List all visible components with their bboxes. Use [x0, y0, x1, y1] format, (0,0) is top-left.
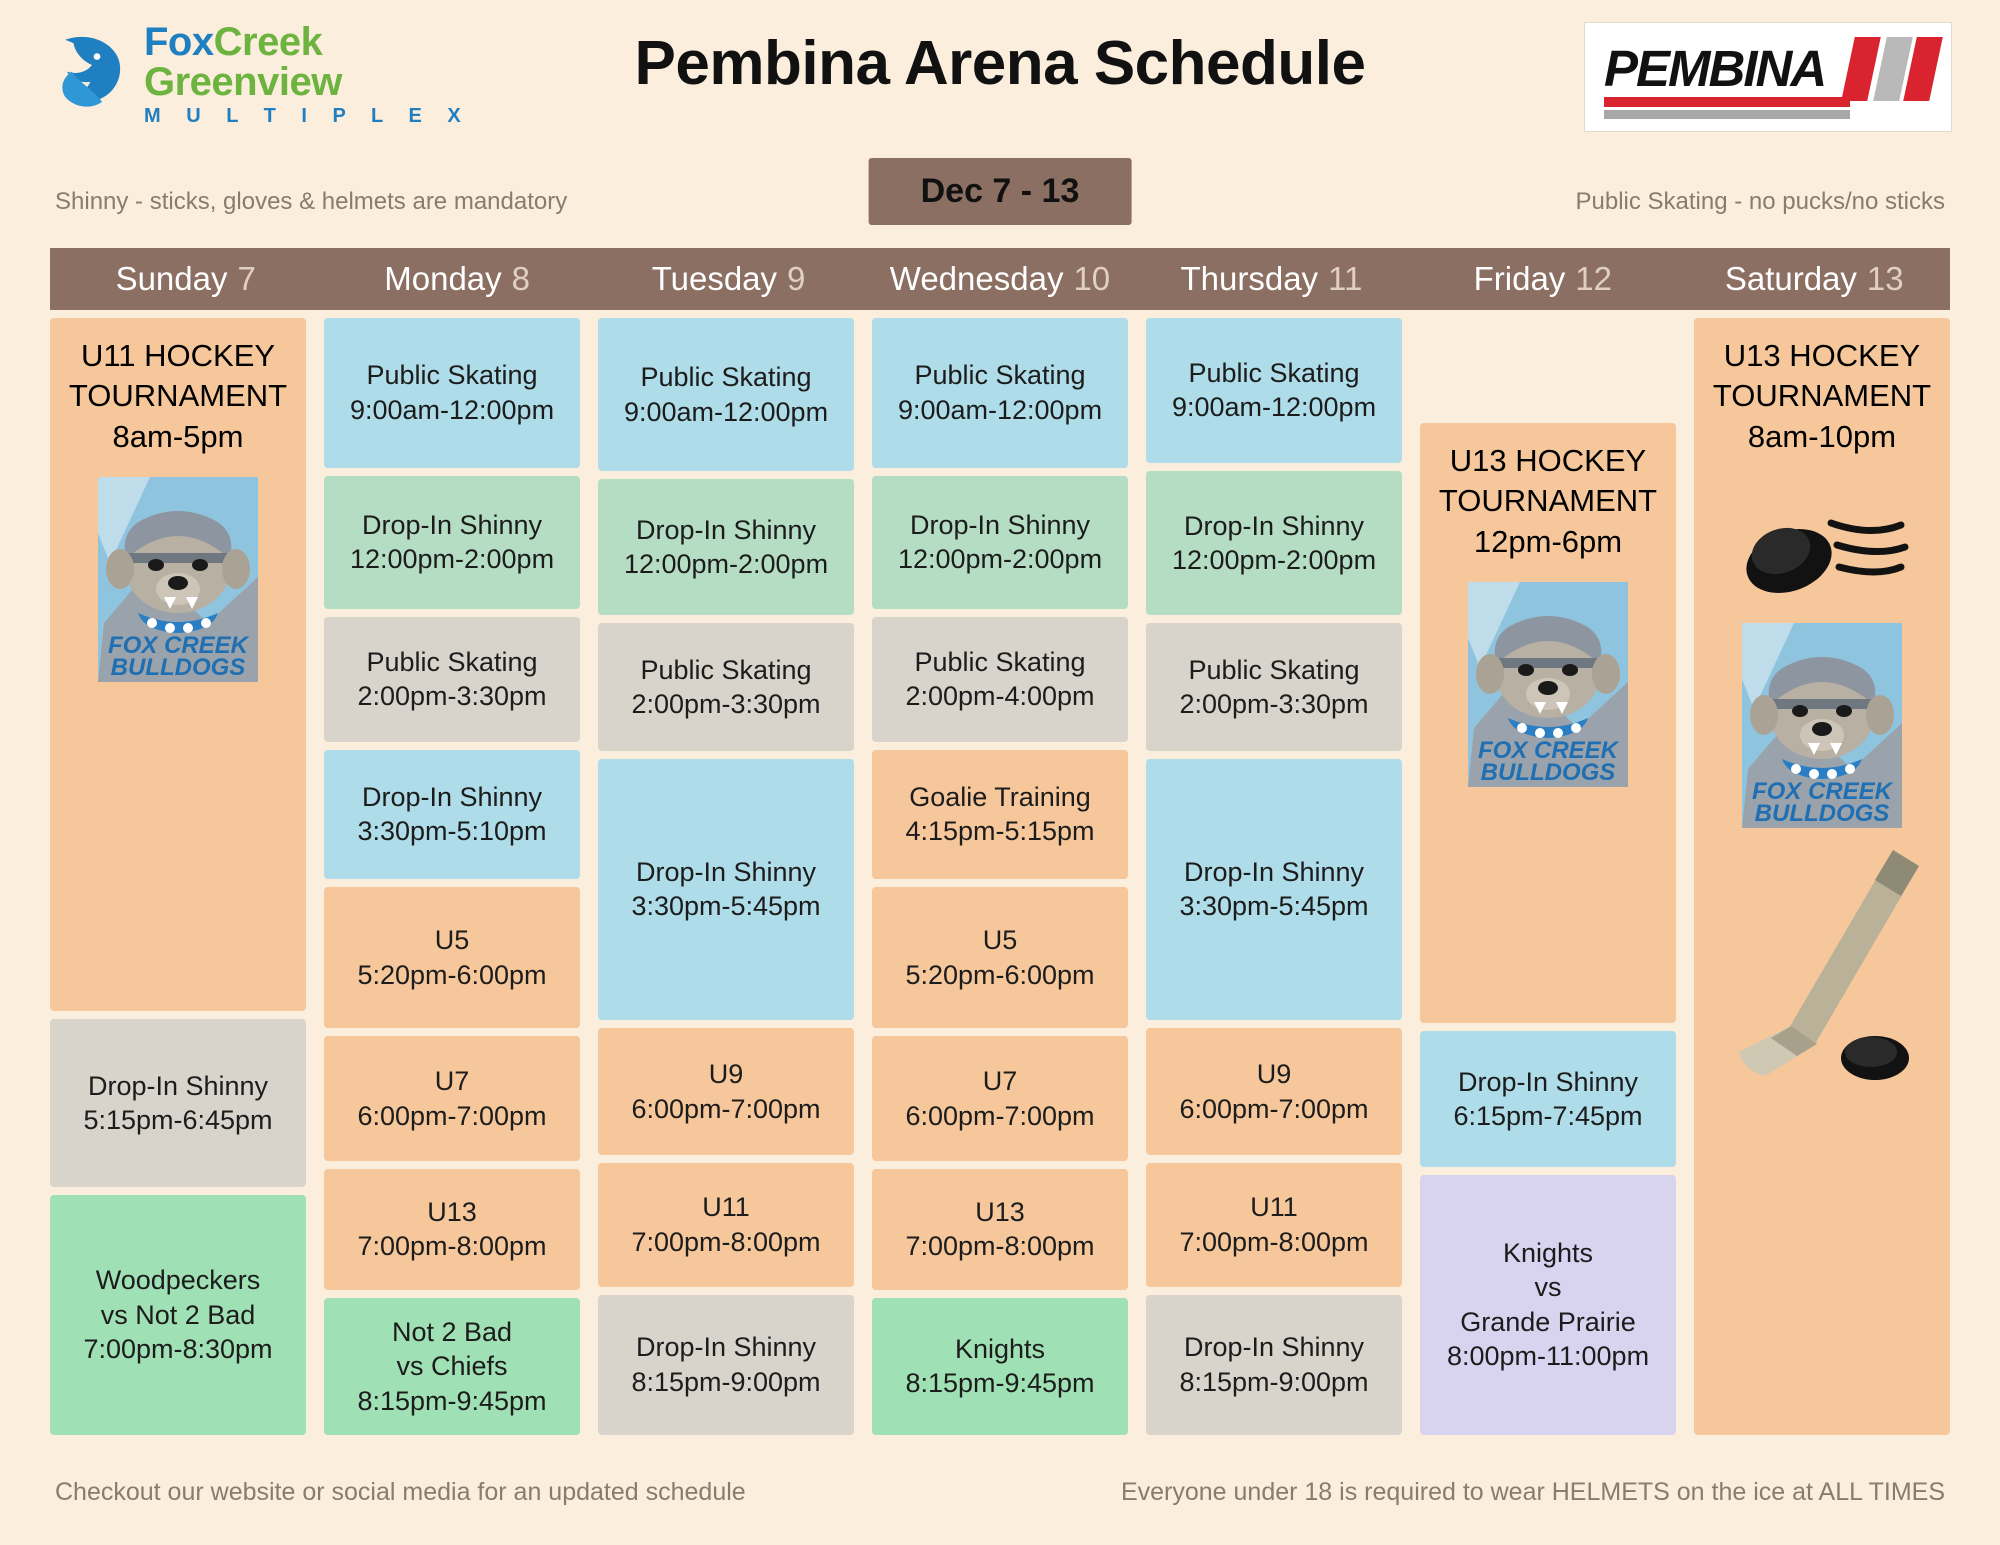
- tournament-info: [69, 336, 287, 457]
- shinny-note: Shinny - sticks, gloves & helmets are mandatory: [55, 188, 568, 215]
- event-card[interactable]: [872, 617, 1128, 742]
- event-card[interactable]: [1146, 759, 1402, 1020]
- event-title: Public Skating: [1188, 357, 1360, 388]
- logo-line-1: FoxCreek: [144, 20, 323, 64]
- day-number: 10: [1073, 260, 1111, 297]
- event-title: Drop-In Shinny: [635, 856, 817, 887]
- logo-line-3: M U L T I P L E X: [144, 105, 471, 127]
- event-title: Drop-In Shinny: [909, 509, 1091, 540]
- event-card[interactable]: [50, 1195, 306, 1435]
- event-title: Drop-In Shinny: [1457, 1066, 1639, 1097]
- flying-puck-icon: [1727, 499, 1917, 609]
- event-time: 9:00am-12:00pm: [623, 396, 829, 427]
- tournament-info: [1439, 441, 1657, 562]
- day-number: 9: [787, 260, 806, 297]
- event-title: Public Skating: [366, 646, 538, 677]
- event-title: Drop-In Shinny: [635, 1332, 817, 1363]
- event-card[interactable]: [50, 1019, 306, 1187]
- event-subtitle: vs: [1534, 1272, 1562, 1303]
- event-subtitle: Grande Prairie: [1460, 1306, 1636, 1337]
- day-name: Monday: [384, 260, 502, 297]
- event-title: Public Skating: [914, 646, 1086, 677]
- day-header-thursday: [1136, 248, 1407, 310]
- event-time: 7:00pm-8:00pm: [631, 1226, 821, 1257]
- event-card[interactable]: [872, 476, 1128, 609]
- event-card[interactable]: [324, 1036, 580, 1161]
- day-column-tuesday: [598, 318, 854, 1435]
- event-title: Goalie Training: [909, 781, 1091, 812]
- event-time: 8:15pm-9:45pm: [357, 1385, 547, 1416]
- event-title: U13: [427, 1196, 477, 1227]
- event-title: Public Skating: [914, 360, 1086, 391]
- event-card[interactable]: [598, 479, 854, 615]
- svg-text:BULLDOGS: BULLDOGS: [1754, 799, 1890, 827]
- event-time: 7:00pm-8:30pm: [83, 1334, 273, 1365]
- event-title: Drop-In Shinny: [1183, 856, 1365, 887]
- day-name: Saturday: [1724, 260, 1857, 297]
- saturday-artwork: [1707, 473, 1937, 1425]
- tournament-card[interactable]: [1420, 423, 1676, 1024]
- day-header-wednesday: [864, 248, 1135, 310]
- event-title: Public Skating: [366, 360, 538, 391]
- day-header-friday: [1407, 248, 1678, 310]
- event-time: 7:00pm-8:00pm: [1179, 1226, 1369, 1257]
- event-card[interactable]: [1146, 471, 1402, 616]
- day-column-sunday: [50, 318, 306, 1435]
- hockey-stick-icon: [1707, 840, 1937, 1090]
- event-title: Knights: [1502, 1237, 1594, 1268]
- day-name: Friday: [1473, 260, 1566, 297]
- event-card[interactable]: [324, 318, 580, 468]
- event-time: 9:00am-12:00pm: [897, 394, 1103, 425]
- event-time: 2:00pm-3:30pm: [357, 681, 547, 712]
- sponsor-bar-gray: [1604, 110, 1850, 119]
- event-time: 9:00am-12:00pm: [349, 394, 555, 425]
- event-title: Woodpeckers: [95, 1265, 261, 1296]
- event-card[interactable]: [598, 1295, 854, 1435]
- event-card[interactable]: [872, 1169, 1128, 1290]
- event-title: Drop-In Shinny: [361, 781, 543, 812]
- event-title: Public Skating: [640, 654, 812, 685]
- event-card[interactable]: [872, 887, 1128, 1029]
- event-time: 3:30pm-5:45pm: [631, 891, 821, 922]
- event-title: U9: [708, 1059, 744, 1090]
- event-card[interactable]: [1146, 318, 1402, 463]
- event-card[interactable]: [324, 1298, 580, 1435]
- event-title: U7: [982, 1066, 1018, 1097]
- event-time: 8:15pm-9:45pm: [905, 1368, 1095, 1399]
- tournament-time: 8am-10pm: [1747, 418, 1897, 454]
- event-time: 5:20pm-6:00pm: [357, 959, 547, 990]
- event-time: 6:00pm-7:00pm: [1179, 1093, 1369, 1124]
- day-header-monday: [321, 248, 592, 310]
- day-name: Tuesday: [651, 260, 778, 297]
- tournament-title: U13 HOCKEY: [1449, 442, 1647, 478]
- day-column-wednesday: [872, 318, 1128, 1435]
- svg-text:FOX CREEK: FOX CREEK: [1477, 736, 1619, 764]
- tournament-title: U11 HOCKEY: [80, 338, 276, 373]
- event-title: Drop-In Shinny: [87, 1070, 269, 1101]
- event-time: 3:30pm-5:10pm: [357, 816, 547, 847]
- bulldogs-crest-icon: [1460, 578, 1636, 793]
- footer-note-right: Everyone under 18 is required to wear HELMETS on the ice at ALL TIMES: [1120, 1478, 1945, 1506]
- event-subtitle: vs Chiefs: [396, 1351, 508, 1382]
- tournament-time: 8am-5pm: [112, 418, 244, 454]
- event-time: 6:00pm-7:00pm: [357, 1100, 547, 1131]
- tournament-title: U13 HOCKEY: [1723, 338, 1921, 373]
- day-column-friday: [1420, 318, 1676, 1435]
- event-time: 7:00pm-8:00pm: [905, 1231, 1095, 1262]
- event-title: Knights: [954, 1333, 1046, 1364]
- event-card[interactable]: [872, 318, 1128, 468]
- day-name: Thursday: [1180, 260, 1319, 297]
- event-title: Drop-In Shinny: [1183, 1332, 1365, 1363]
- footer-note-left: Checkout our website or social media for an updated schedule: [55, 1478, 746, 1506]
- event-card[interactable]: [1146, 1028, 1402, 1156]
- page-title: Pembina Arena Schedule: [634, 29, 1366, 98]
- event-card[interactable]: [872, 1036, 1128, 1161]
- svg-text:BULLDOGS: BULLDOGS: [1480, 758, 1616, 786]
- event-card[interactable]: [598, 623, 854, 751]
- day-header-sunday: [50, 248, 321, 310]
- event-title: U5: [982, 925, 1018, 955]
- logo-line-2: Greenview: [144, 60, 342, 104]
- bulldogs-crest-icon: [90, 473, 266, 688]
- event-title: U5: [434, 925, 470, 955]
- event-time: 2:00pm-4:00pm: [905, 681, 1095, 712]
- event-card[interactable]: [1146, 623, 1402, 751]
- event-title: Drop-In Shinny: [1183, 510, 1365, 541]
- page-header: [0, 0, 2000, 215]
- sponsor-name: PEMBINA: [1604, 40, 1826, 97]
- event-card[interactable]: [872, 750, 1128, 879]
- event-time: 2:00pm-3:30pm: [631, 689, 821, 720]
- event-time: 12:00pm-2:00pm: [1171, 545, 1377, 576]
- event-title: U13: [975, 1196, 1025, 1227]
- event-title: U7: [434, 1066, 470, 1097]
- event-card[interactable]: [598, 1163, 854, 1286]
- event-title: Public Skating: [640, 362, 812, 393]
- event-time: 12:00pm-2:00pm: [897, 544, 1103, 575]
- event-card[interactable]: [324, 750, 580, 879]
- event-time: 5:20pm-6:00pm: [905, 959, 1095, 990]
- event-time: 6:00pm-7:00pm: [631, 1093, 821, 1124]
- day-column-monday: [324, 318, 580, 1435]
- event-time: 8:15pm-9:00pm: [631, 1366, 821, 1397]
- tournament-card[interactable]: [1694, 318, 1950, 1435]
- event-time: 4:15pm-5:15pm: [905, 816, 1095, 847]
- bulldogs-crest-icon: [1734, 619, 1910, 834]
- day-header-row: [50, 248, 1950, 310]
- event-time: 7:00pm-8:00pm: [357, 1231, 547, 1262]
- sponsor-bar-red: [1604, 97, 1850, 107]
- public-skating-note: Public Skating - no pucks/no sticks: [1575, 188, 1945, 215]
- event-time: 6:15pm-7:45pm: [1453, 1101, 1643, 1132]
- date-range-badge: Dec 7 - 13: [869, 158, 1132, 225]
- event-time: 2:00pm-3:30pm: [1179, 689, 1369, 720]
- day-column-thursday: [1146, 318, 1402, 1435]
- tournament-card[interactable]: [50, 318, 306, 1011]
- svg-text:FOX CREEK: FOX CREEK: [1751, 777, 1893, 805]
- event-card[interactable]: [872, 1298, 1128, 1435]
- event-title: Drop-In Shinny: [635, 514, 817, 545]
- event-card[interactable]: [1146, 1163, 1402, 1286]
- event-card[interactable]: [324, 887, 580, 1029]
- event-time: 12:00pm-2:00pm: [349, 544, 555, 575]
- event-card[interactable]: [598, 1028, 854, 1156]
- day-header-tuesday: [593, 248, 864, 310]
- svg-text:FOX CREEK: FOX CREEK: [107, 631, 249, 659]
- tournament-time: 12pm-6pm: [1473, 523, 1623, 559]
- tournament-info: [1713, 336, 1931, 457]
- event-title: U11: [1250, 1192, 1298, 1223]
- day-number: 12: [1575, 260, 1613, 297]
- tournament-subtitle: TOURNAMENT: [1438, 483, 1658, 519]
- event-card[interactable]: [324, 476, 580, 609]
- day-name: Wednesday: [889, 260, 1064, 297]
- day-column-saturday: [1694, 318, 1950, 1435]
- event-time: 8:00pm-11:00pm: [1446, 1341, 1650, 1372]
- event-card[interactable]: [1146, 1295, 1402, 1435]
- tournament-subtitle: TOURNAMENT: [1712, 378, 1932, 414]
- event-card[interactable]: [1420, 1031, 1676, 1166]
- event-card[interactable]: [1420, 1175, 1676, 1435]
- day-number: 8: [511, 260, 531, 297]
- day-number: 13: [1866, 260, 1904, 297]
- event-card[interactable]: [324, 617, 580, 742]
- event-time: 8:15pm-9:00pm: [1179, 1366, 1369, 1397]
- day-name: Sunday: [115, 260, 228, 297]
- sponsor-logo: [1584, 22, 1952, 132]
- event-time: 12:00pm-2:00pm: [623, 549, 829, 580]
- svg-text:BULLDOGS: BULLDOGS: [110, 653, 246, 681]
- event-card[interactable]: [598, 759, 854, 1020]
- event-title: Not 2 Bad: [391, 1316, 513, 1347]
- day-number: 11: [1328, 260, 1363, 297]
- day-header-saturday: [1679, 248, 1950, 310]
- event-card[interactable]: [598, 318, 854, 471]
- event-title: U9: [1256, 1059, 1292, 1090]
- event-time: 5:15pm-6:45pm: [83, 1105, 273, 1136]
- schedule-grid: [50, 318, 1950, 1435]
- tournament-subtitle: TOURNAMENT: [68, 378, 288, 414]
- spacer: [1420, 318, 1676, 415]
- event-time: 6:00pm-7:00pm: [905, 1100, 1095, 1131]
- event-title: Public Skating: [1188, 654, 1360, 685]
- event-title: U11: [702, 1192, 750, 1223]
- event-card[interactable]: [324, 1169, 580, 1290]
- event-time: 9:00am-12:00pm: [1171, 392, 1377, 423]
- day-number: 7: [237, 260, 256, 297]
- event-title: Drop-In Shinny: [361, 509, 543, 540]
- event-time: 3:30pm-5:45pm: [1179, 891, 1369, 922]
- event-subtitle: vs Not 2 Bad: [100, 1299, 256, 1330]
